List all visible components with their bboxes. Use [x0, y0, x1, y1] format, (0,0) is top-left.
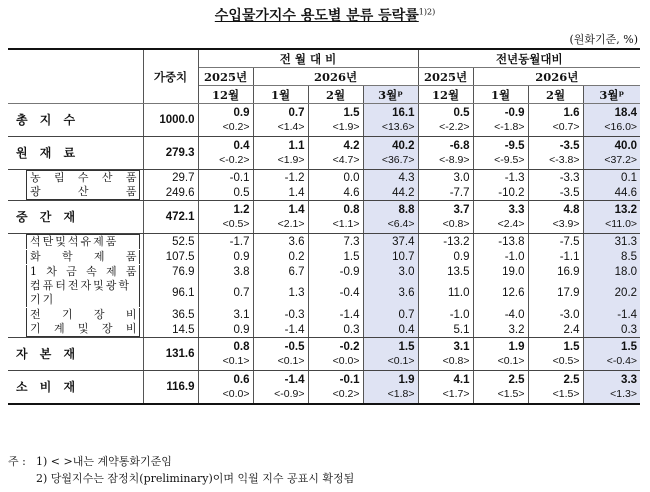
value-cell: 0.6	[198, 371, 253, 388]
value-cell: 6.7	[253, 264, 308, 279]
row-label: 중 간 재	[8, 201, 143, 234]
value-cell: 1.4	[253, 201, 308, 218]
value-cell: 0.4	[198, 137, 253, 154]
contract-value-cell: <0.2>	[308, 387, 363, 404]
header-mom: 전 월 대 비	[198, 49, 418, 68]
title-footnote-marker: 1)2)	[418, 7, 436, 17]
value-cell: 0.7	[253, 104, 308, 121]
value-cell: 0.9	[418, 249, 473, 264]
value-cell: 40.0	[583, 137, 640, 154]
sub-row-label: 광 산 품	[8, 185, 143, 201]
import-price-table	[8, 48, 640, 405]
value-cell: -1.4	[583, 307, 640, 322]
value-cell: 1.5	[308, 249, 363, 264]
header-year-2026-mom: 2026년	[253, 68, 418, 86]
value-cell: 40.2	[363, 137, 418, 154]
value-cell: -0.1	[308, 371, 363, 388]
value-cell: 31.3	[583, 234, 640, 250]
value-cell: 37.4	[363, 234, 418, 250]
value-cell: -0.9	[473, 104, 528, 121]
value-cell: 44.2	[363, 185, 418, 201]
contract-value-cell: <2.1>	[253, 217, 308, 234]
value-cell: -0.3	[253, 307, 308, 322]
contract-value-cell: <-0.4>	[583, 354, 640, 371]
contract-value-cell: <0.5>	[198, 217, 253, 234]
table-row-consumer	[8, 371, 640, 388]
header-month: 3월ᵖ	[583, 86, 640, 104]
value-cell: -1.2	[253, 170, 308, 186]
contract-value-cell: <0.5>	[528, 354, 583, 371]
row-label: 자 본 재	[8, 338, 143, 371]
sub-row-weight: 14.5	[143, 322, 198, 338]
value-cell: 1.3	[253, 279, 308, 307]
value-cell: 0.7	[363, 307, 418, 322]
contract-value-cell: <6.4>	[363, 217, 418, 234]
contract-value-cell: <1.5>	[473, 387, 528, 404]
table-row-sub	[8, 279, 640, 307]
contract-value-cell: <36.7>	[363, 153, 418, 170]
value-cell: 0.3	[308, 322, 363, 338]
value-cell: -4.0	[473, 307, 528, 322]
row-weight: 279.3	[143, 137, 198, 170]
row-weight: 1000.0	[143, 104, 198, 137]
value-cell: -1.4	[308, 307, 363, 322]
value-cell: 0.9	[198, 322, 253, 338]
contract-value-cell: <1.9>	[253, 153, 308, 170]
contract-value-cell: <1.5>	[528, 387, 583, 404]
value-cell: 3.6	[253, 234, 308, 250]
contract-value-cell: <0.1>	[473, 354, 528, 371]
value-cell: 2.4	[528, 322, 583, 338]
value-cell: -3.5	[528, 137, 583, 154]
value-cell: 0.4	[363, 322, 418, 338]
value-cell: -1.0	[418, 307, 473, 322]
sub-row-label: 화 학 제 품	[8, 249, 143, 264]
value-cell: 3.1	[198, 307, 253, 322]
contract-value-cell: <0.1>	[253, 354, 308, 371]
value-cell: -1.1	[528, 249, 583, 264]
contract-value-cell: <1.1>	[308, 217, 363, 234]
contract-value-cell: <0.8>	[418, 217, 473, 234]
contract-value-cell: <-9.5>	[473, 153, 528, 170]
table-row-capital	[8, 338, 640, 355]
sub-row-weight: 76.9	[143, 264, 198, 279]
row-weight: 472.1	[143, 201, 198, 234]
header-month: 1월	[253, 86, 308, 104]
value-cell: 18.4	[583, 104, 640, 121]
value-cell: 3.1	[418, 338, 473, 355]
footnote-1-text: 1) < >내는 계약통화기준임	[36, 455, 172, 468]
contract-value-cell: <0.2>	[198, 120, 253, 137]
value-cell: 0.7	[198, 279, 253, 307]
value-cell: 3.3	[583, 371, 640, 388]
table-row-sub	[8, 307, 640, 322]
contract-value-cell: <0.8>	[418, 354, 473, 371]
table-row-sub	[8, 234, 640, 250]
header-month: 1월	[473, 86, 528, 104]
value-cell: 13.5	[418, 264, 473, 279]
contract-value-cell: <-2.2>	[418, 120, 473, 137]
value-cell: 4.8	[528, 201, 583, 218]
value-cell: 10.7	[363, 249, 418, 264]
value-cell: 1.5	[583, 338, 640, 355]
row-label: 소 비 재	[8, 371, 143, 405]
contract-value-cell: <4.7>	[308, 153, 363, 170]
sub-row-weight: 249.6	[143, 185, 198, 201]
value-cell: -13.8	[473, 234, 528, 250]
value-cell: 0.3	[583, 322, 640, 338]
table-row-sub	[8, 185, 640, 201]
value-cell: -10.2	[473, 185, 528, 201]
page-title: 수입물가지수 용도별 분류 등락률$^{1)2)}$	[214, 7, 436, 24]
header-month: 12월	[418, 86, 473, 104]
value-cell: 17.9	[528, 279, 583, 307]
value-cell: 1.9	[473, 338, 528, 355]
header-month: 2월	[308, 86, 363, 104]
value-cell: 0.2	[253, 249, 308, 264]
value-cell: 1.5	[528, 338, 583, 355]
contract-value-cell: <-0.2>	[198, 153, 253, 170]
value-cell: 1.9	[363, 371, 418, 388]
value-cell: 12.6	[473, 279, 528, 307]
table-row-sub	[8, 322, 640, 338]
footnote-1	[8, 453, 172, 469]
sub-row-weight: 29.7	[143, 170, 198, 186]
value-cell: 20.2	[583, 279, 640, 307]
contract-value-cell: <0.0>	[308, 354, 363, 371]
contract-value-cell: <1.8>	[363, 387, 418, 404]
value-cell: 1.4	[253, 185, 308, 201]
header-month: 2월	[528, 86, 583, 104]
value-cell: 4.2	[308, 137, 363, 154]
value-cell: -7.7	[418, 185, 473, 201]
value-cell: 7.3	[308, 234, 363, 250]
contract-value-cell: <13.6>	[363, 120, 418, 137]
value-cell: 16.9	[528, 264, 583, 279]
value-cell: 1.5	[363, 338, 418, 355]
value-cell: 1.5	[308, 104, 363, 121]
value-cell: 3.0	[418, 170, 473, 186]
value-cell: -0.9	[308, 264, 363, 279]
value-cell: 19.0	[473, 264, 528, 279]
contract-value-cell: <2.4>	[473, 217, 528, 234]
contract-value-cell: <0.7>	[528, 120, 583, 137]
value-cell: -3.0	[528, 307, 583, 322]
value-cell: -3.5	[528, 185, 583, 201]
sub-row-label: 전 기 장 비	[8, 307, 143, 322]
value-cell: 4.1	[418, 371, 473, 388]
row-label: 원 재 료	[8, 137, 143, 170]
table-row-raw	[8, 137, 640, 154]
value-cell: 0.9	[198, 104, 253, 121]
header-year-2025-mom: 2025년	[198, 68, 253, 86]
header-year-2026-yoy: 2026년	[473, 68, 640, 86]
contract-value-cell: <0.1>	[363, 354, 418, 371]
contract-value-cell: <1.9>	[308, 120, 363, 137]
sub-row-label: 1 차 금 속 제 품	[8, 264, 143, 279]
contract-value-cell: <37.2>	[583, 153, 640, 170]
header-year-2025-yoy: 2025년	[418, 68, 473, 86]
value-cell: -0.2	[308, 338, 363, 355]
value-cell: 5.1	[418, 322, 473, 338]
value-cell: 0.5	[198, 185, 253, 201]
value-cell: 0.5	[418, 104, 473, 121]
value-cell: 44.6	[583, 185, 640, 201]
value-cell: -3.3	[528, 170, 583, 186]
header-weight: 가중치	[143, 49, 198, 104]
value-cell: 11.0	[418, 279, 473, 307]
value-cell: 8.8	[363, 201, 418, 218]
value-cell: 3.7	[418, 201, 473, 218]
contract-value-cell: <-1.8>	[473, 120, 528, 137]
table-row-inter	[8, 201, 640, 218]
contract-value-cell: <3.9>	[528, 217, 583, 234]
footnote-prefix: 주 :	[8, 455, 26, 468]
value-cell: 13.2	[583, 201, 640, 218]
contract-value-cell: <0.1>	[198, 354, 253, 371]
sub-row-weight: 52.5	[143, 234, 198, 250]
value-cell: 0.1	[583, 170, 640, 186]
value-cell: -0.5	[253, 338, 308, 355]
header-category	[8, 49, 143, 104]
value-cell: 3.0	[363, 264, 418, 279]
contract-value-cell: <11.0>	[583, 217, 640, 234]
value-cell: -1.4	[253, 322, 308, 338]
table-row-sub	[8, 170, 640, 186]
value-cell: 1.6	[528, 104, 583, 121]
value-cell: -1.0	[473, 249, 528, 264]
sub-row-label: 기 계 및 장 비	[8, 322, 143, 338]
value-cell: -0.1	[198, 170, 253, 186]
value-cell: 1.2	[198, 201, 253, 218]
value-cell: -13.2	[418, 234, 473, 250]
value-cell: 3.8	[198, 264, 253, 279]
value-cell: 1.1	[253, 137, 308, 154]
sub-row-label: 컴퓨터전자및광학기기	[8, 279, 143, 307]
table-row-total	[8, 104, 640, 121]
value-cell: -1.3	[473, 170, 528, 186]
value-cell: -1.7	[198, 234, 253, 250]
value-cell: 0.8	[198, 338, 253, 355]
sub-row-label: 석탄및석유제품	[8, 234, 143, 250]
value-cell: 2.5	[528, 371, 583, 388]
contract-value-cell: <-3.8>	[528, 153, 583, 170]
value-cell: 18.0	[583, 264, 640, 279]
value-cell: 8.5	[583, 249, 640, 264]
header-month: 3월ᵖ	[363, 86, 418, 104]
unit-label: (원화기준, %)	[569, 33, 638, 46]
contract-value-cell: <1.3>	[583, 387, 640, 404]
value-cell: 0.9	[198, 249, 253, 264]
sub-row-weight: 96.1	[143, 279, 198, 307]
contract-value-cell: <-0.9>	[253, 387, 308, 404]
value-cell: -6.8	[418, 137, 473, 154]
sub-row-weight: 107.5	[143, 249, 198, 264]
value-cell: 4.3	[363, 170, 418, 186]
row-label: 총 지 수	[8, 104, 143, 137]
contract-value-cell: <0.0>	[198, 387, 253, 404]
table-row-sub	[8, 264, 640, 279]
value-cell: -9.5	[473, 137, 528, 154]
value-cell: -7.5	[528, 234, 583, 250]
value-cell: -1.4	[253, 371, 308, 388]
value-cell: 3.3	[473, 201, 528, 218]
header-month: 12월	[198, 86, 253, 104]
table-row-sub	[8, 249, 640, 264]
contract-value-cell: <-8.9>	[418, 153, 473, 170]
value-cell: 3.2	[473, 322, 528, 338]
contract-value-cell: <1.7>	[418, 387, 473, 404]
sub-row-label: 농 림 수 산 품	[8, 170, 143, 186]
footnote-2: 2) 당월지수는 잠정치(preliminary)이며 익월 지수 공표시 확정됨	[36, 472, 355, 485]
value-cell: 0.0	[308, 170, 363, 186]
contract-value-cell: <1.4>	[253, 120, 308, 137]
value-cell: 3.6	[363, 279, 418, 307]
value-cell: 0.8	[308, 201, 363, 218]
contract-value-cell: <16.0>	[583, 120, 640, 137]
value-cell: 2.5	[473, 371, 528, 388]
sub-row-weight: 36.5	[143, 307, 198, 322]
value-cell: 16.1	[363, 104, 418, 121]
value-cell: 4.6	[308, 185, 363, 201]
header-yoy: 전년동월대비	[418, 49, 640, 68]
row-weight: 116.9	[143, 371, 198, 405]
value-cell: -0.4	[308, 279, 363, 307]
row-weight: 131.6	[143, 338, 198, 371]
